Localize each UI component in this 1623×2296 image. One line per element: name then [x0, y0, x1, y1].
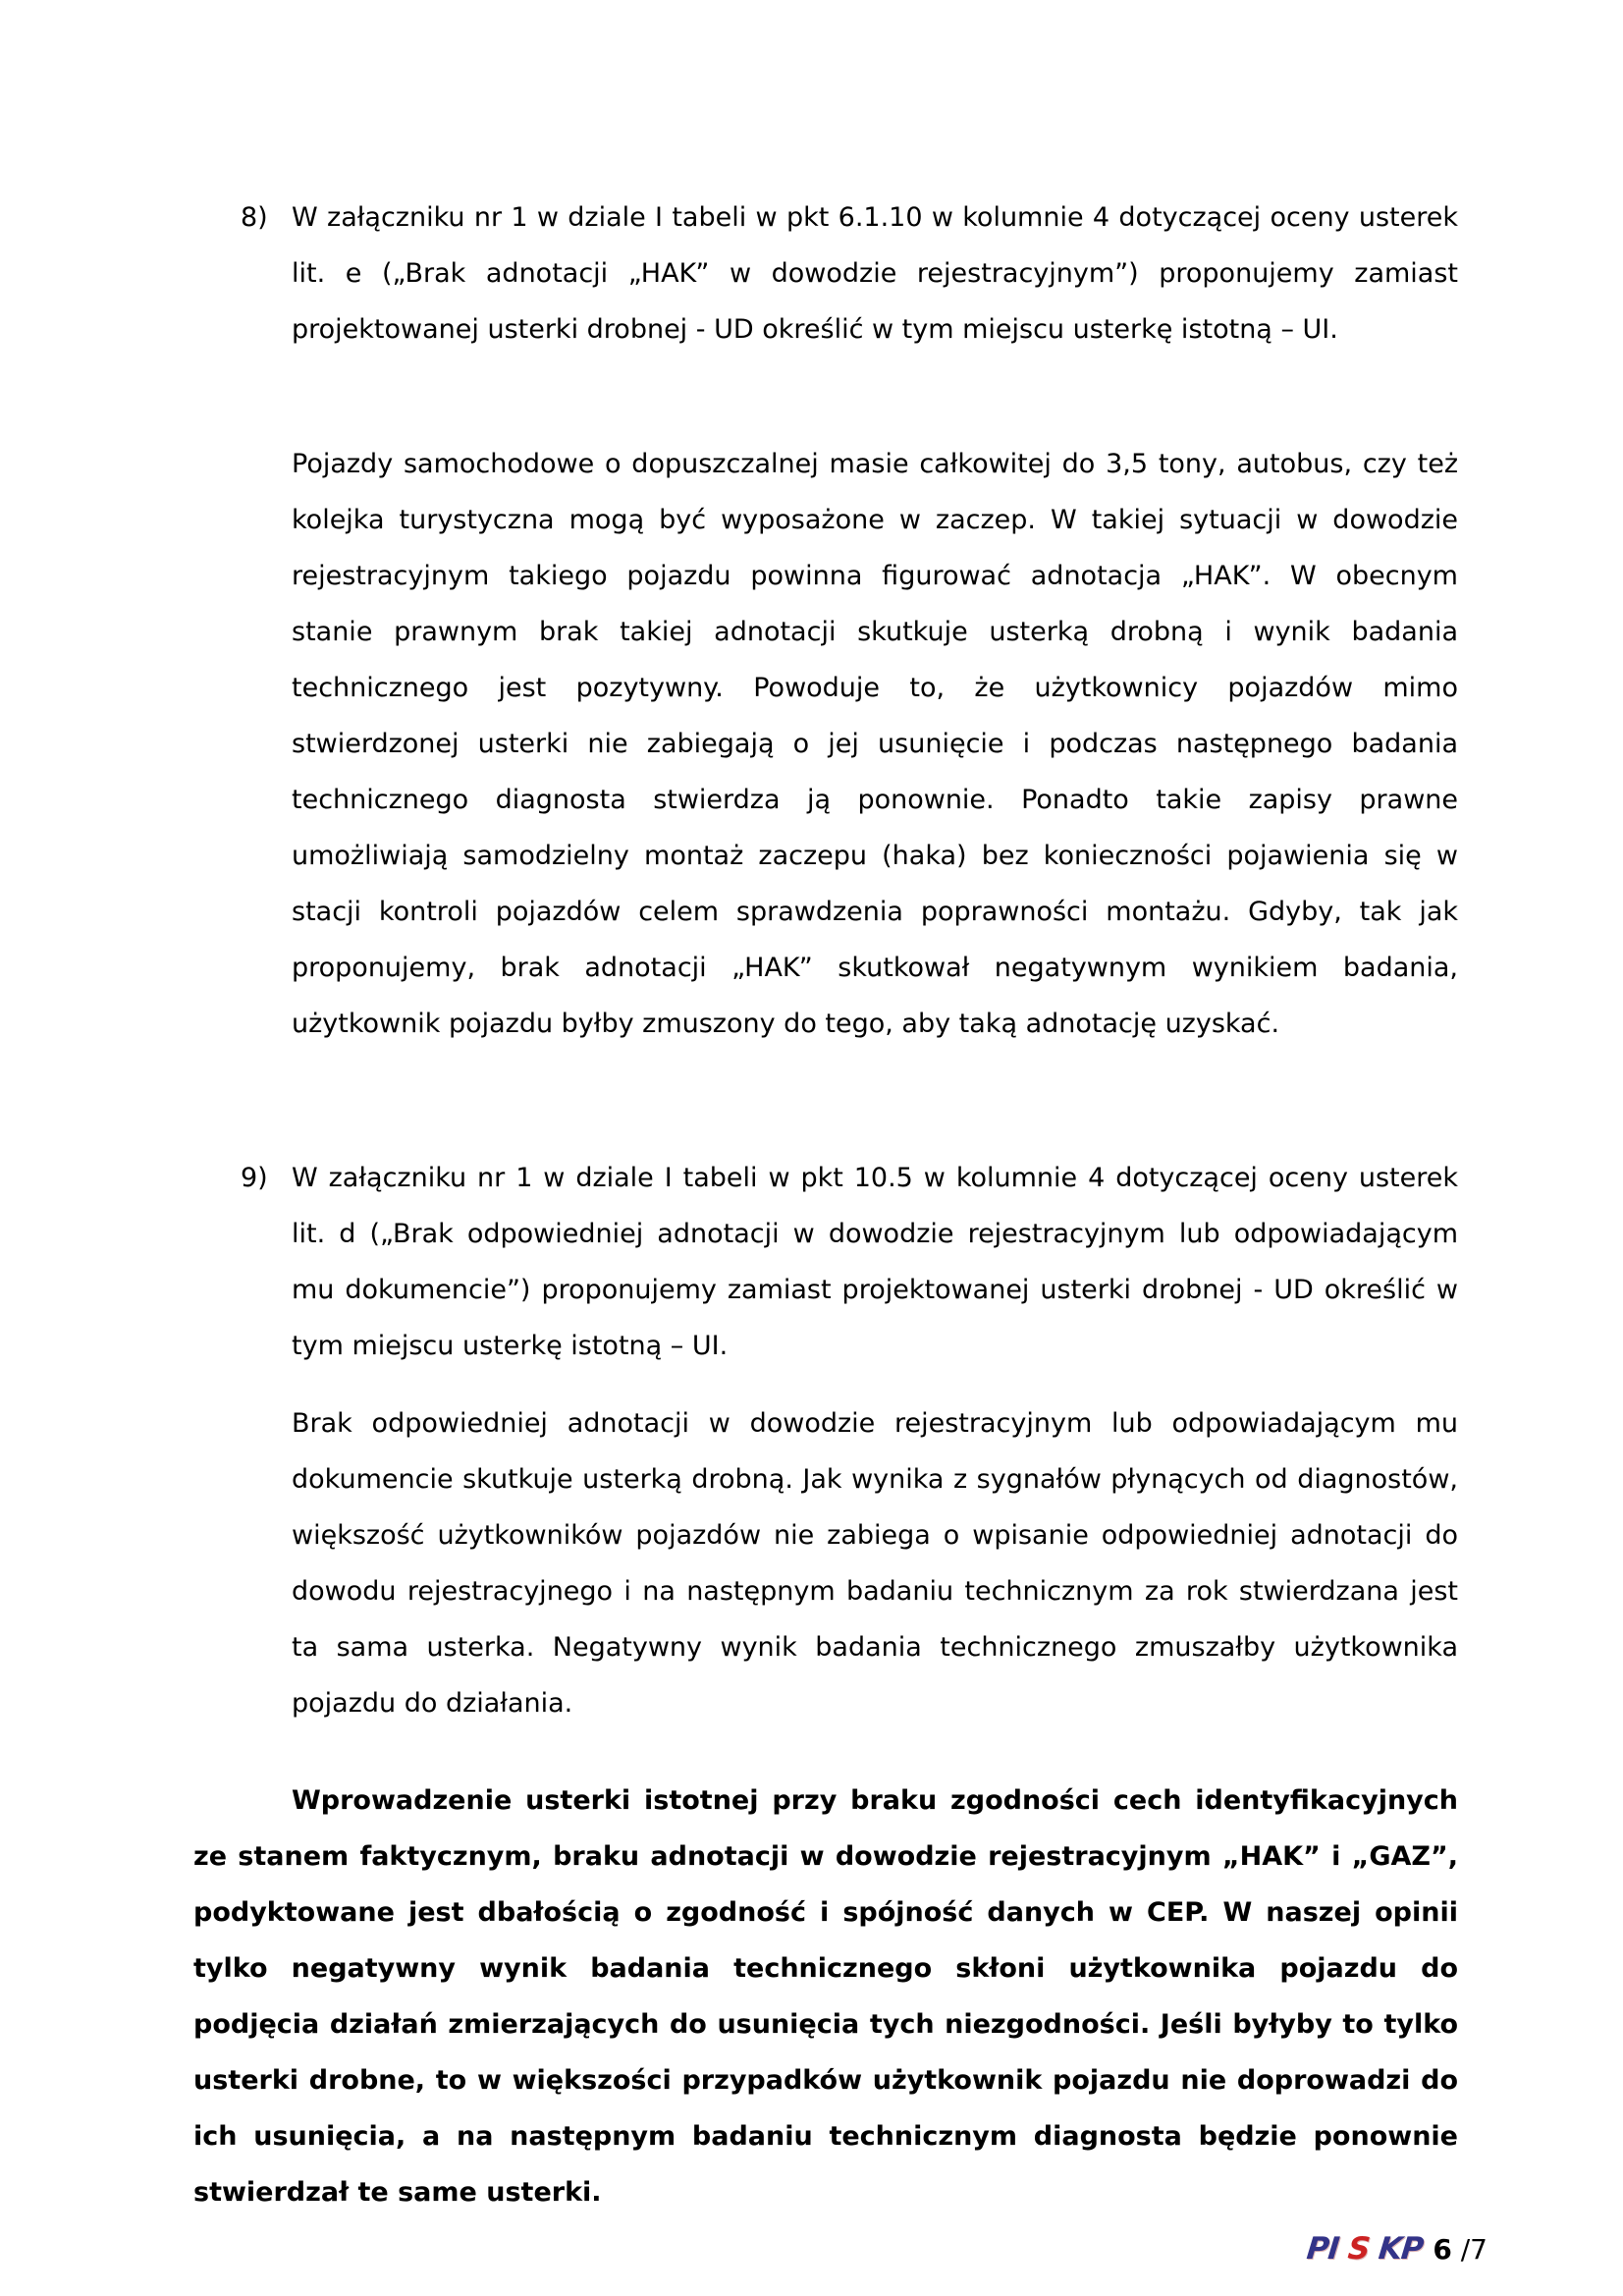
piskp-logo-part3: KP: [1377, 2231, 1426, 2267]
piskp-logo-part2: S: [1346, 2231, 1372, 2267]
paragraph-item8-body: Pojazdy samochodowe o dopuszczalnej masie całkowitej do 3,5 tony, autobus, czy też kolejka turystyczna mogą być wyposażone w zaczep. W takiej sytuacji w dowodzie rejestracyjnym takiego pojazdu powinna figurować adnotacja „HAK”. W obecnym stanie prawnym brak takiej adnotacji skutkuje usterką drobną i wynik badania technicznego jest pozytywny. Powoduje to, że użytkownicy pojazdów mimo stwierdzonej usterki nie zabiegają o jej usunięcie i podczas następnego badania technicznego diagnosta stwierdza ją ponownie. Ponadto takie zapisy prawne umożliwiają samodzielny montaż zaczepu (haka) bez konieczności pojawienia się w stacji kontroli pojazdów celem sprawdzenia poprawności montażu. Gdyby, tak jak proponujemy, brak adnotacji „HAK” skutkował negatywnym wynikiem badania, użytkownik pojazdu byłby zmuszony do tego, aby taką adnotację uzyskać.: [292, 449, 1458, 1039]
paragraph-item9-body: Brak odpowiedniej adnotacji w dowodzie rejestracyjnym lub odpowiadającym mu dokumencie skutkuje usterką drobną. Jak wynika z sygnałów płynących od diagnostów, większość użytkowników pojazdów nie zabiega o wpisanie odpowiedniej adnotacji do dowodu rejestracyjnego i na następnym badaniu technicznym za rok stwierdzana jest ta sama usterka. Negatywny wynik badania technicznego zmuszałby użytkownika pojazdu do działania.: [292, 1408, 1458, 1719]
list-item-9-marker: 9): [241, 1163, 268, 1193]
document-content: [193, 190, 1458, 2220]
page-number-current: 6: [1433, 2233, 1452, 2266]
list-item-9-text: W załączniku nr 1 w dziale I tabeli w pkt 10.5 w kolumnie 4 dotyczącej oceny usterek lit. d („Brak odpowiedniej adnotacji w dowodzie rejestracyjnym lub odpowiadającym mu dokumencie”) proponujemy zamiast projektowanej usterki drobnej - UD określić w tym miejscu usterkę istotną – UI.: [292, 1163, 1458, 1361]
closing-bold-paragraph: Wprowadzenie usterki istotnej przy braku zgodności cech identyfikacyjnych ze stanem faktycznym, braku adnotacji w dowodzie rejestracyjnym „HAK” i „GAZ”, podyktowane jest dbałością o zgodność i spójność danych w CEP. W naszej opinii tylko negatywny wynik badania technicznego skłoni użytkownika pojazdu do podjęcia działań zmierzających do usunięcia tych niezgodności. Jeśli byłyby to tylko usterki drobne, to w większości przypadków użytkownik pojazdu nie doprowadzi do ich usunięcia, a na następnym badaniu technicznym diagnosta będzie ponownie stwierdzał te same usterki.: [193, 1785, 1458, 2208]
list-item-8-marker: 8): [241, 202, 268, 233]
piskp-logo-part1: PI: [1305, 2231, 1341, 2267]
page-number: [1433, 2233, 1488, 2266]
list-item-8-text: W załączniku nr 1 w dziale I tabeli w pkt 6.1.10 w kolumnie 4 dotyczącej oceny usterek lit. e („Brak adnotacji „HAK” w dowodzie rejestracyjnym”) proponujemy zamiast projektowanej usterki drobnej - UD określić w tym miejscu usterkę istotną – UI.: [292, 202, 1458, 345]
page-number-total: /7: [1460, 2233, 1488, 2266]
list-item-8: [193, 190, 1458, 357]
list-item-9: [193, 1150, 1458, 1374]
piskp-logo: [1306, 2231, 1426, 2267]
page-footer: [1307, 2231, 1488, 2267]
